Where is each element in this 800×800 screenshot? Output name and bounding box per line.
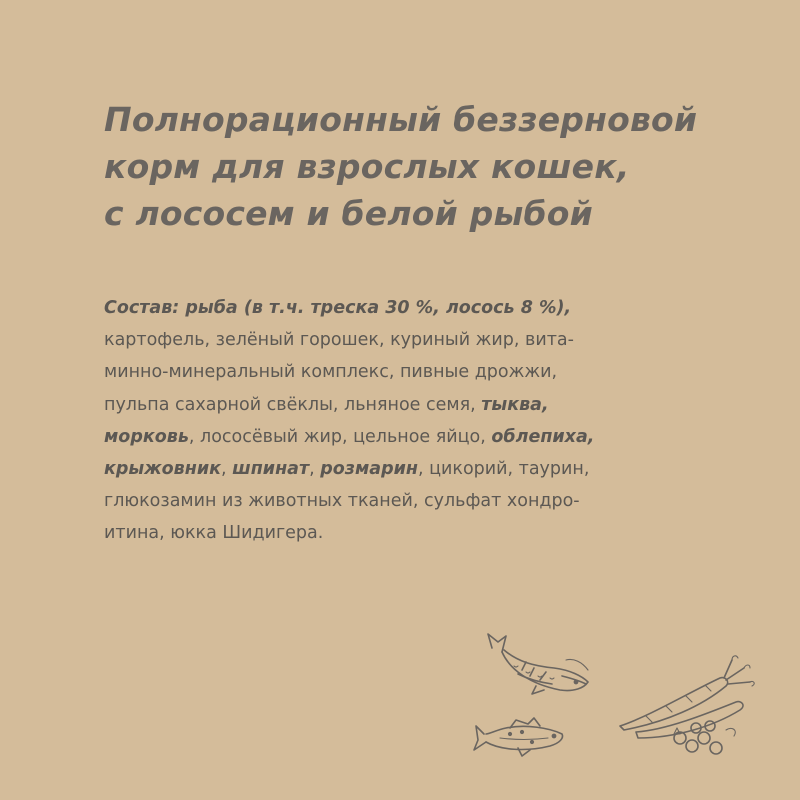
composition-line-8: итина, юкка Шидигера. [104, 523, 324, 544]
ingredient-text: пульпа сахарной свёклы, льняное семя, [104, 394, 482, 415]
ingredient-highlight: тыква, [481, 394, 549, 415]
ingredient-highlight: шпинат [232, 459, 310, 480]
salmon-icon [488, 634, 588, 694]
ingredient-highlight: морковь [104, 426, 189, 447]
ingredient-highlight: розмарин [320, 459, 418, 480]
ingredients-illustration [470, 630, 760, 760]
composition-line-4 [104, 389, 744, 421]
title-line-3: с лососем и белой рыбой [104, 194, 593, 233]
ingredient-text: , [309, 459, 321, 480]
composition-line-5 [104, 421, 744, 453]
ingredient-text: , цикорий, таурин, [417, 459, 590, 480]
composition-text [104, 292, 744, 550]
composition-line-2: картофель, зелёный горошек, куриный жир, вита- [104, 330, 574, 351]
product-title [104, 96, 744, 237]
composition-line-7: глюкозамин из животных тканей, сульфат хондро- [104, 491, 580, 512]
composition-line-1: Состав: рыба (в т.ч. треска 30 %, лосось 8 %), [104, 298, 572, 318]
title-line-2: корм для взрослых кошек, [104, 147, 630, 186]
composition-line-3: минно-минеральный комплекс, пивные дрожжи, [104, 362, 558, 383]
white-fish-icon [474, 718, 563, 756]
ingredient-text: , лососёвый жир, цельное яйцо, [188, 426, 492, 447]
composition-line-6 [104, 453, 744, 485]
sea-buckthorn-icon [674, 721, 735, 754]
ingredient-text: , [220, 459, 233, 480]
carrot-icon [620, 656, 754, 738]
ingredient-highlight: облепиха, [491, 426, 595, 447]
ingredient-highlight: крыжовник [104, 459, 221, 480]
title-line-1: Полнорационный беззерновой [104, 100, 698, 139]
